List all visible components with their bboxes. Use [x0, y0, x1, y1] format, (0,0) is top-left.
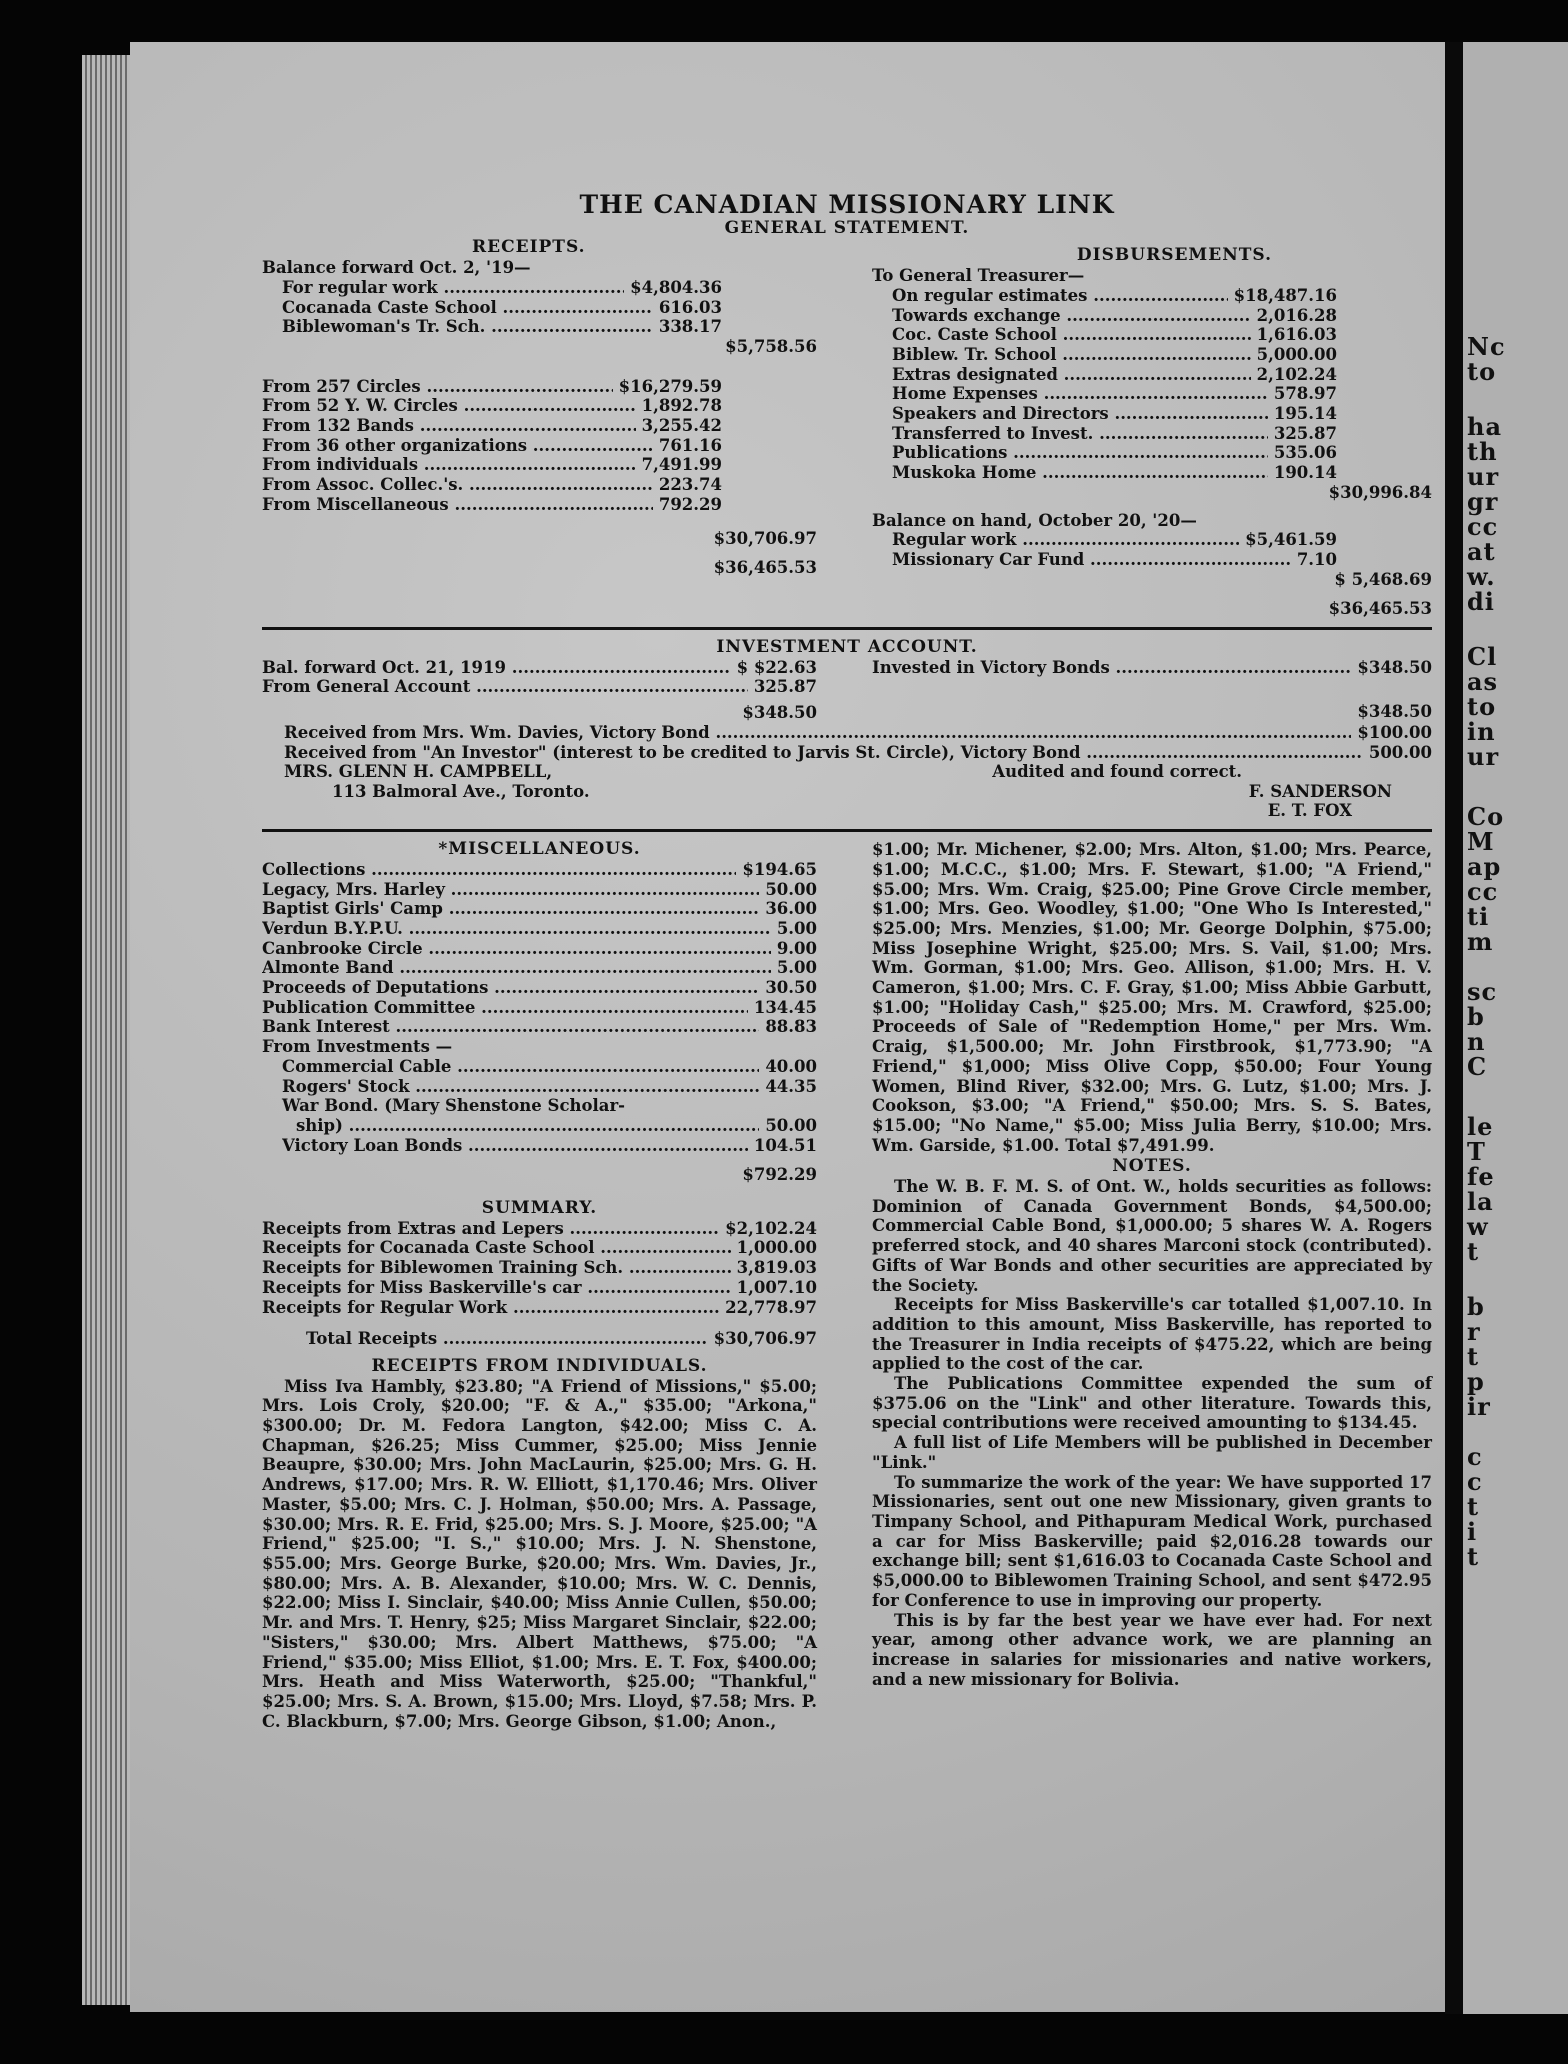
balance-row — [872, 530, 1337, 550]
misc-row — [262, 1096, 817, 1116]
from-row-amount: 761.16 — [658, 435, 722, 455]
from-row-amount: 7,491.99 — [641, 455, 722, 475]
misc-row — [262, 1037, 817, 1057]
misc-row — [262, 958, 817, 978]
summary-row-amount: 3,819.03 — [736, 1258, 817, 1278]
auditor-1: F. SANDERSON — [1248, 781, 1392, 801]
forward-row — [262, 317, 722, 337]
misc-row-amount: 9.00 — [776, 938, 817, 958]
disbursement-row — [872, 443, 1337, 463]
misc-row-label: Commercial Cable ..... — [282, 1057, 759, 1077]
disbursement-row — [872, 384, 1337, 404]
facing-page-text: c — [1467, 1442, 1483, 1471]
misc-row-label: Proceeds of Deputations ..... — [262, 978, 759, 998]
forward-row-amount: 616.03 — [658, 297, 722, 317]
summary-heading: SUMMARY. — [481, 1198, 598, 1219]
facing-page-text: b — [1467, 1002, 1485, 1031]
facing-page-text: la — [1467, 1187, 1494, 1216]
from-row — [262, 416, 722, 436]
investment-left-row-amount: $ $22.63 — [736, 657, 817, 677]
disbursement-row — [872, 365, 1337, 385]
from-row — [262, 455, 722, 475]
disbursement-row-label: Coc. Caste School ..... — [892, 325, 1251, 345]
summary-row-label: Receipts for Cocanada Caste School ..... — [262, 1238, 731, 1258]
disbursements-grand-total: $36,465.53 — [1328, 599, 1432, 619]
received-row-amount: $100.00 — [1357, 722, 1432, 742]
from-row-label: From 257 Circles ..... — [262, 377, 613, 397]
lower-section — [262, 840, 1432, 1731]
balance-row — [872, 550, 1337, 570]
facing-page-text: cc — [1467, 512, 1499, 541]
received-row-amount: 500.00 — [1368, 742, 1432, 762]
misc-row-label: Victory Loan Bonds ..... — [282, 1136, 748, 1156]
misc-row-label: Almonte Band ..... — [262, 958, 771, 978]
facing-page-text: in — [1467, 717, 1496, 746]
investment-left-row — [262, 677, 817, 697]
misc-row — [262, 880, 817, 900]
individuals-heading: RECEIPTS FROM INDIVIDUALS. — [371, 1355, 708, 1376]
general-statement — [262, 238, 1432, 619]
summary-row-label: Receipts from Extras and Lepers ..... — [262, 1219, 719, 1239]
disbursement-row — [872, 404, 1337, 424]
facing-page-text: le — [1467, 1112, 1494, 1141]
misc-row — [262, 1057, 817, 1077]
disbursement-row-amount: 2,016.28 — [1256, 305, 1337, 325]
from-row-amount: $16,279.59 — [618, 376, 722, 396]
note-paragraph: The W. B. F. M. S. of Ont. W., holds securities as follows: Dominion of Canada Government Bonds, $4,500.00; Commercial Cable Bond, $1,000.00; 5 shares W. A. Rogers preferred stock, and 40 shares Marconi stock (contributed). Gifts of War Bonds and other securities are appreciated by the Society. — [872, 1177, 1432, 1295]
lower-right-column — [872, 840, 1432, 1731]
disbursement-row — [872, 306, 1337, 326]
auditor-2: E. T. FOX — [1267, 801, 1352, 821]
total-receipts-label: Total Receipts ..... — [306, 1329, 708, 1349]
receipts-column — [262, 238, 817, 619]
disbursement-row-amount: 535.06 — [1273, 443, 1337, 463]
summary-items — [262, 1219, 817, 1318]
received-row-label: Received from "An Investor" (interest to be credited to Jarvis St. Circle), Victory Bond ..... — [284, 743, 1363, 763]
misc-row-label: Rogers' Stock ..... — [282, 1077, 759, 1097]
misc-row-label: Publication Committee ..... — [262, 998, 748, 1018]
facing-page-text: ur — [1467, 742, 1500, 771]
facing-page-text: sc — [1467, 977, 1498, 1006]
forward-row — [262, 278, 722, 298]
forward-total: $5,758.56 — [725, 336, 817, 356]
disbursement-row-amount: 325.87 — [1273, 423, 1337, 443]
balance-row-label: Regular work ..... — [892, 530, 1239, 550]
summary-row-amount: 1,000.00 — [736, 1238, 817, 1258]
misc-row-amount: 134.45 — [753, 997, 817, 1017]
facing-page-text: p — [1467, 1367, 1485, 1396]
facing-page-text: n — [1467, 1027, 1486, 1056]
summary-row — [262, 1219, 817, 1239]
disbursement-row-label: Muskoka Home ..... — [892, 463, 1268, 483]
facing-page-text: to — [1467, 357, 1497, 386]
disbursement-row-amount: 578.97 — [1273, 384, 1337, 404]
investment-account — [262, 658, 1432, 723]
disbursement-row-label: On regular estimates ..... — [892, 286, 1228, 306]
forward-items — [262, 278, 722, 337]
facing-page-text: ir — [1467, 1392, 1491, 1421]
from-row-label: From 36 other organizations ..... — [262, 436, 653, 456]
from-row-label: From Assoc. Collec.'s. ..... — [262, 475, 653, 495]
facing-page-text: Nc — [1467, 332, 1506, 361]
misc-row — [262, 899, 817, 919]
balance-on-hand-total: $ 5,468.69 — [1334, 569, 1432, 589]
misc-row-label: ship) ..... — [296, 1116, 759, 1136]
balance-on-hand-label: Balance on hand, October 20, '20— — [872, 510, 1197, 530]
facing-page-text: ur — [1467, 462, 1500, 491]
disbursement-row-amount: 195.14 — [1273, 404, 1337, 424]
from-row-amount: 223.74 — [658, 475, 722, 495]
from-total: $30,706.97 — [713, 528, 817, 548]
facing-page-text: ti — [1467, 902, 1490, 931]
summary-row-amount: $2,102.24 — [725, 1218, 817, 1238]
disbursement-row-label: Transferred to Invest. ..... — [892, 424, 1268, 444]
summary-row-label: Receipts for Biblewomen Training Sch. ..... — [262, 1258, 731, 1278]
forward-row-amount: 338.17 — [658, 317, 722, 337]
facing-page-text: ha — [1467, 412, 1502, 441]
note-paragraph: This is by far the best year we have ever had. For next year, among other advance work, we are planning an increase in salaries for missionaries and native workers, and a new missionary for Bolivia. — [872, 1610, 1432, 1689]
from-row — [262, 495, 722, 515]
investment-left-items — [262, 658, 817, 697]
misc-row-label: Canbrooke Circle ..... — [262, 939, 771, 959]
note-paragraph: Receipts for Miss Baskerville's car totalled $1,007.10. In addition to this amount, Miss Baskerville, has reported to the Treasurer in India receipts of $475.22, which are being applied to the cost of the car. — [872, 1295, 1432, 1374]
summary-row — [262, 1298, 817, 1318]
summary-row-label: Receipts for Regular Work ..... — [262, 1298, 719, 1318]
investment-right-row-label: Invested in Victory Bonds ..... — [872, 658, 1351, 678]
general-statement-heading: GENERAL STATEMENT. — [724, 217, 970, 238]
summary-row — [262, 1238, 817, 1258]
note-paragraph: A full list of Life Members will be published in December "Link." — [872, 1433, 1432, 1472]
disbursement-row-amount: 2,102.24 — [1256, 364, 1337, 384]
misc-row — [262, 1116, 817, 1136]
book-gutter — [1445, 42, 1463, 2014]
audited-note: Audited and found correct. — [992, 761, 1242, 781]
facing-page-text: at — [1467, 537, 1496, 566]
balance-row-amount: $5,461.59 — [1245, 530, 1337, 550]
receipts-grand-total: $36,465.53 — [713, 558, 817, 578]
notes-heading: NOTES. — [1112, 1156, 1192, 1177]
misc-row-amount: 50.00 — [765, 879, 817, 899]
page-content — [262, 190, 1432, 1731]
individuals-text-right: $1.00; Mr. Michener, $2.00; Mrs. Alton, $1.00; Mrs. Pearce, $1.00; M.C.C., $1.00; Mrs. F. Stewart, $1.00; "A Friend," $5.00; Mrs. Wm. Craig, $25.00; Pine Grove Circle member, $1.00; Mrs. Geo. Woodley, $1.00; "One Who Is Interested," $25.00; Mrs. Menzies, $1.00; Mr. George Dolphin, $75.00; Miss Josephine Wright, $25.00; Mrs. S. Vail, $1.00; Mrs. Wm. Gorman, $1.00; Mrs. Geo. Allison, $1.00; Mrs. H. V. Cameron, $1.00; Mrs. C. F. Gray, $1.00; Miss Abbie Garbutt, $1.00; "Holiday Cash," $25.00; Mrs. M. Crawford, $25.00; Proceeds of Sale of "Redemption Home," per Mrs. Wm. Craig, $1,500.00; Mr. John Firstbrook, $1,773.90; "A Friend," $1,000; Miss Olive Copp, $50.00; Four Young Women, Blind River, $32.00; Mrs. G. Lutz, $1.00; Mrs. J. Cookson, $3.00; "A Friend," $50.00; Mrs. S. S. Bates, $15.00; "No Name," $5.00; Miss Julia Berry, $10.00; Mrs. Wm. Garside, $1.00. Total $7,491.99. — [872, 840, 1432, 1155]
summary-row-label: Receipts for Miss Baskerville's car ..... — [262, 1278, 731, 1298]
misc-row-label: Verdun B.Y.P.U. ..... — [262, 919, 771, 939]
misc-row — [262, 1077, 817, 1097]
balance-row-label: Missionary Car Fund ..... — [892, 550, 1291, 570]
disbursement-row-amount: $18,487.16 — [1233, 285, 1337, 305]
facing-page-text: t — [1467, 1542, 1480, 1571]
misc-row-amount: $194.65 — [742, 859, 817, 879]
disbursement-row-label: Biblew. Tr. School ..... — [892, 345, 1251, 365]
disbursement-total: $30,996.84 — [1328, 482, 1432, 502]
facing-page-text: b — [1467, 1292, 1485, 1321]
disbursement-row — [872, 325, 1337, 345]
facing-page-text: m — [1467, 927, 1494, 956]
received-row — [284, 723, 1432, 743]
from-row — [262, 377, 722, 397]
disbursement-row — [872, 424, 1337, 444]
from-row-label: From individuals ..... — [262, 455, 636, 475]
summary-row-amount: 22,778.97 — [725, 1297, 817, 1317]
misc-row-label: Baptist Girls' Camp ..... — [262, 899, 759, 919]
from-row-amount: 1,892.78 — [641, 396, 722, 416]
facing-page-fragment — [1463, 42, 1568, 2014]
disbursement-row-label: Towards exchange ..... — [892, 306, 1251, 326]
forward-row-label: Cocanada Caste School ..... — [282, 298, 653, 318]
misc-row — [262, 998, 817, 1018]
investment-heading: INVESTMENT ACCOUNT. — [716, 637, 978, 658]
facing-page-text: ap — [1467, 852, 1502, 881]
misc-row-label: From Investments — — [262, 1037, 453, 1057]
disbursement-row — [872, 286, 1337, 306]
forward-row-label: For regular work ..... — [282, 278, 624, 298]
from-row-label: From 132 Bands ..... — [262, 416, 636, 436]
disbursement-row-label: Extras designated ..... — [892, 365, 1251, 385]
facing-page-text: T — [1467, 1137, 1486, 1166]
facing-page-text: M — [1467, 827, 1495, 856]
misc-row — [262, 1017, 817, 1037]
misc-row — [262, 1136, 817, 1156]
facing-page-text: th — [1467, 437, 1498, 466]
misc-row-amount: 50.00 — [765, 1115, 817, 1135]
balance-on-hand-items — [872, 530, 1337, 569]
from-row-amount: 792.29 — [658, 494, 722, 514]
misc-row-amount: 88.83 — [765, 1017, 817, 1037]
received-row-label: Received from Mrs. Wm. Davies, Victory Bond ..... — [284, 723, 1351, 743]
facing-page-text: gr — [1467, 487, 1499, 516]
from-row-label: From 52 Y. W. Circles ..... — [262, 396, 636, 416]
note-paragraph: To summarize the work of the year: We have supported 17 Missionaries, sent out one new Missionary, given grants to Timpany School, and Pithapuram Medical Work, purchased a car for Miss Baskerville; paid $2,016.28 towards our exchange bill; sent $1,616.03 to Cocanada Caste School and $5,000.00 to Biblewomen Training School, and sent $472.95 for Conference to use in improving our property. — [872, 1472, 1432, 1610]
investment-left-row-amount: 325.87 — [753, 677, 817, 697]
to-treasurer-label: To General Treasurer— — [872, 266, 1085, 286]
facing-page-text: i — [1467, 1517, 1478, 1546]
facing-page-text: di — [1467, 587, 1495, 616]
investment-right-total: $348.50 — [1357, 702, 1432, 722]
total-receipts-value: $30,706.97 — [713, 1329, 817, 1349]
investment-left-total: $348.50 — [742, 703, 817, 723]
investment-left-row-label: From General Account ..... — [262, 677, 748, 697]
misc-row-amount: 44.35 — [765, 1076, 817, 1096]
misc-row-label: War Bond. (Mary Shenstone Scholar- — [282, 1096, 626, 1116]
lower-left-column — [262, 840, 817, 1731]
facing-page-text: Co — [1467, 802, 1505, 831]
summary-row — [262, 1278, 817, 1298]
disbursement-items — [872, 286, 1337, 483]
section-divider-2 — [262, 829, 1432, 832]
misc-row-amount — [811, 1037, 817, 1057]
notes-paragraphs — [872, 1177, 1432, 1689]
misc-row-label: Legacy, Mrs. Harley ..... — [262, 880, 759, 900]
forward-row-amount: $4,804.36 — [630, 277, 722, 297]
balance-row-amount: 7.10 — [1296, 549, 1337, 569]
from-row — [262, 436, 722, 456]
note-paragraph: The Publications Committee expended the sum of $375.06 on the "Link" and other literature. Towards this, special contributions were received amounting to $134.45. — [872, 1374, 1432, 1433]
disbursement-row-label: Publications ..... — [892, 443, 1268, 463]
facing-page-text: fe — [1467, 1162, 1495, 1191]
facing-page-text: Cl — [1467, 642, 1498, 671]
misc-row — [262, 860, 817, 880]
facing-page-text: c — [1467, 1467, 1483, 1496]
facing-page-text: r — [1467, 1317, 1481, 1346]
misc-row-amount: 30.50 — [765, 978, 817, 998]
misc-row-label: Bank Interest ..... — [262, 1017, 759, 1037]
disbursement-row-amount: 5,000.00 — [1256, 344, 1337, 364]
facing-page-text: t — [1467, 1492, 1480, 1521]
disbursement-row-label: Home Expenses ..... — [892, 384, 1268, 404]
facing-page-text: t — [1467, 1342, 1480, 1371]
misc-total: $792.29 — [742, 1165, 817, 1185]
forward-row — [262, 298, 722, 318]
forward-row-label: Biblewoman's Tr. Sch. ..... — [282, 317, 653, 337]
facing-page-text: t — [1467, 1237, 1480, 1266]
from-row-label: From Miscellaneous ..... — [262, 495, 653, 515]
misc-row — [262, 919, 817, 939]
misc-row-label: Collections ..... — [262, 860, 736, 880]
balance-forward-label: Balance forward Oct. 2, '19— — [262, 258, 531, 278]
from-items — [262, 377, 722, 515]
disbursements-column — [872, 238, 1432, 619]
investment-left — [262, 658, 817, 723]
misc-items — [262, 860, 817, 1156]
page-title: THE CANADIAN MISSIONARY LINK — [579, 190, 1115, 219]
disbursement-row-amount: 190.14 — [1273, 463, 1337, 483]
treasurer-name: MRS. GLENN H. CAMPBELL, — [284, 762, 553, 782]
misc-row-amount: 36.00 — [765, 899, 817, 919]
investment-right-row-amount: $348.50 — [1357, 657, 1432, 677]
facing-page-text: w — [1467, 1212, 1489, 1241]
misc-row — [262, 939, 817, 959]
disbursements-heading: DISBURSEMENTS. — [1076, 245, 1272, 266]
misc-row-amount: 104.51 — [753, 1135, 817, 1155]
misc-row-amount: 40.00 — [765, 1056, 817, 1076]
section-divider — [262, 627, 1432, 630]
treasurer-address: 113 Balmoral Ave., Toronto. — [332, 781, 590, 801]
summary-row-amount: 1,007.10 — [736, 1277, 817, 1297]
investment-right-row — [872, 658, 1432, 678]
from-row-amount: 3,255.42 — [641, 416, 722, 436]
disbursement-row — [872, 345, 1337, 365]
investment-left-row — [262, 658, 817, 678]
misc-heading: *MISCELLANEOUS. — [438, 839, 641, 860]
disbursement-row — [872, 463, 1337, 483]
misc-row-amount: 5.00 — [776, 958, 817, 978]
investment-right-items — [872, 658, 1432, 678]
summary-row — [262, 1258, 817, 1278]
receipts-heading: RECEIPTS. — [472, 237, 586, 258]
facing-page-text: to — [1467, 692, 1497, 721]
received-items — [262, 723, 1432, 762]
investment-left-row-label: Bal. forward Oct. 21, 1919 ..... — [262, 658, 731, 678]
individuals-text-left: Miss Iva Hambly, $23.80; "A Friend of Missions," $5.00; Mrs. Lois Croly, $20.00; "F. & A.," $35.00; "Arkona," $300.00; Dr. M. Fedora Langton, $42.00; Miss C. A. Chapman, $26.25; Miss Cummer, $25.00; Miss Jennie Beaupre, $30.00; Mrs. John MacLaurin, $25.00; Mrs. G. H. Andrews, $17.00; Mrs. R. W. Elliott, $1,170.46; Mrs. Oliver Master, $5.00; Mrs. C. J. Holman, $50.00; Mrs. A. Passage, $30.00; Mrs. R. E. Frid, $25.00; Mrs. S. J. Moore, $25.00; "A Friend," $25.00; "I. S.," $10.00; Mrs. J. N. Shenstone, $55.00; Mrs. George Burke, $20.00; Mrs. Wm. Davies, Jr., $80.00; Mrs. A. B. Alexander, $10.00; Mrs. W. C. Dennis, $22.00; Miss I. Sinclair, $40.00; Miss Annie Cullen, $50.00; Mr. and Mrs. T. Henry, $25; Miss Margaret Sinclair, $22.00; "Sisters," $30.00; Mrs. Albert Matthews, $75.00; "A Friend," $35.00; Miss Elliot, $1.00; Mrs. E. T. Fox, $400.00; Mrs. Heath and Miss Waterworth, $25.00; "Thankful," $25.00; Mrs. S. A. Brown, $15.00; Mrs. Lloyd, $7.58; Mrs. P. C. Blackburn, $7.00; Mrs. George Gibson, $1.00; Anon., — [262, 1376, 817, 1731]
facing-page-text: cc — [1467, 877, 1499, 906]
investment-right — [872, 658, 1432, 723]
book-page-edges — [82, 55, 130, 2005]
facing-page-text: C — [1467, 1052, 1488, 1081]
from-row — [262, 475, 722, 495]
disbursement-row-label: Speakers and Directors ..... — [892, 404, 1268, 424]
received-row — [284, 743, 1432, 763]
misc-row-amount — [811, 1096, 817, 1116]
misc-row-amount: 5.00 — [776, 918, 817, 938]
disbursement-row-amount: 1,616.03 — [1256, 325, 1337, 345]
facing-page-text: w. — [1467, 562, 1496, 591]
misc-row — [262, 978, 817, 998]
from-row — [262, 396, 722, 416]
facing-page-text: as — [1467, 667, 1499, 696]
